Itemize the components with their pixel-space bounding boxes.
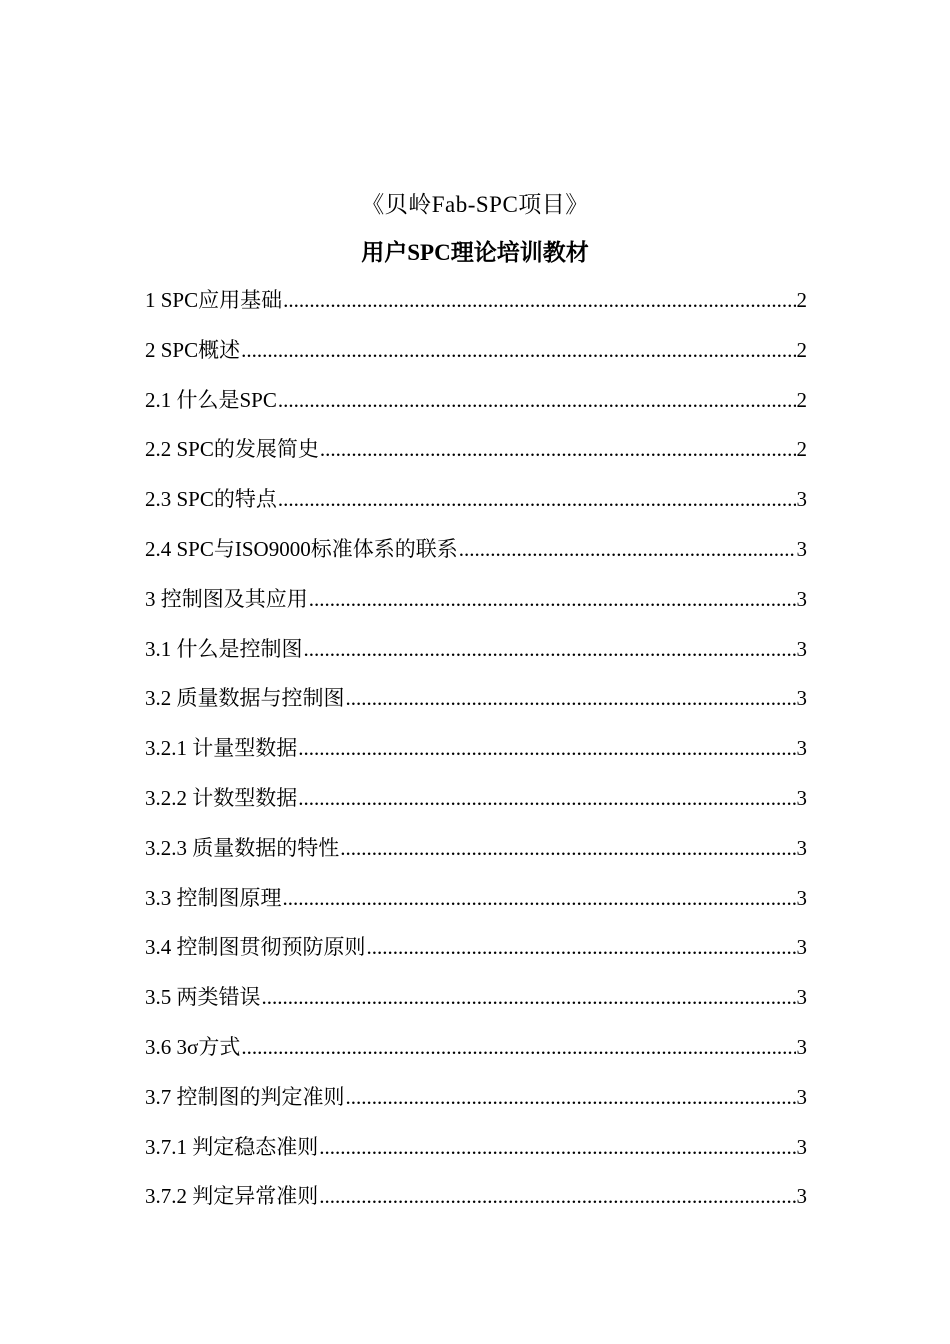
toc-leader-dots [459, 534, 796, 564]
toc-entry-page-number: 3 [796, 686, 807, 711]
toc-entry-label: 3 控制图及其应用 [145, 586, 308, 611]
toc-entry-page-number: 3 [796, 487, 807, 512]
toc-leader-dots [304, 634, 796, 664]
toc-entry[interactable] [145, 932, 807, 982]
toc-leader-dots [298, 783, 795, 813]
toc-leader-dots [283, 883, 796, 913]
document-title: 《贝岭Fab-SPC项目》 [361, 192, 589, 217]
toc-entry-label: 1 SPC应用基础 [145, 288, 283, 312]
toc-entry-label: 3.7.1 判定稳态准则 [145, 1134, 319, 1159]
toc-entry-page-number: 3 [796, 1134, 807, 1159]
toc-entry-page-number: 3 [796, 1084, 807, 1109]
toc-entry-page-number: 3 [796, 985, 807, 1010]
toc-entry-page-number: 3 [796, 736, 807, 761]
toc-entry-label: 3.3 控制图原理 [145, 885, 282, 910]
toc-entry-page-number: 3 [796, 636, 807, 661]
toc-entry-label: 3.7.2 判定异常准则 [145, 1184, 319, 1209]
toc-entry-label: 3.2 质量数据与控制图 [145, 686, 345, 711]
toc-entry[interactable] [145, 434, 807, 484]
toc-entry[interactable] [145, 1082, 807, 1132]
toc-entry[interactable] [145, 883, 807, 933]
toc-entry-page-number: 3 [796, 1184, 807, 1209]
toc-entry[interactable] [145, 285, 807, 335]
toc-leader-dots [262, 982, 796, 1012]
toc-entry-page-number: 3 [796, 586, 807, 611]
toc-leader-dots [346, 1082, 796, 1112]
toc-entry[interactable] [145, 733, 807, 783]
toc-leader-dots [278, 484, 796, 514]
toc-entry-page-number: 3 [796, 1034, 807, 1059]
toc-leader-dots [367, 932, 796, 962]
toc-leader-dots [319, 1132, 795, 1162]
toc-entry-page-number: 2 [796, 337, 807, 362]
toc-entry-page-number: 2 [796, 437, 807, 462]
toc-entry-page-number: 3 [796, 785, 807, 810]
toc-entry-label: 3.2.2 计数型数据 [145, 785, 298, 810]
toc-entry[interactable] [145, 1181, 807, 1231]
toc-leader-dots [320, 434, 796, 464]
toc-entry-label: 3.6 3σ方式 [145, 1034, 241, 1059]
table-of-contents [145, 285, 807, 1231]
toc-leader-dots [340, 833, 795, 863]
toc-entry-label: 3.2.3 质量数据的特性 [145, 835, 340, 860]
toc-entry[interactable] [145, 484, 807, 534]
toc-leader-dots [241, 335, 795, 365]
toc-entry[interactable] [145, 534, 807, 584]
toc-entry-label: 2.2 SPC的发展简史 [145, 437, 319, 462]
toc-entry-label: 2.3 SPC的特点 [145, 487, 277, 512]
toc-entry[interactable] [145, 683, 807, 733]
toc-entry-label: 3.1 什么是控制图 [145, 636, 303, 661]
toc-leader-dots [298, 733, 795, 763]
toc-entry-label: 2.1 什么是SPC [145, 387, 277, 412]
toc-entry-label: 3.5 两类错误 [145, 985, 261, 1010]
document-subtitle: 用户SPC理论培训教材 [361, 240, 589, 265]
toc-entry-page-number: 2 [796, 288, 807, 312]
toc-entry-label: 3.7 控制图的判定准则 [145, 1084, 345, 1109]
toc-entry[interactable] [145, 385, 807, 435]
toc-entry[interactable] [145, 783, 807, 833]
toc-entry-label: 2 SPC概述 [145, 337, 241, 362]
toc-entry-page-number: 3 [796, 835, 807, 860]
toc-leader-dots [309, 584, 796, 614]
toc-leader-dots [346, 683, 796, 713]
toc-leader-dots [319, 1181, 795, 1211]
toc-entry-page-number: 2 [796, 387, 807, 412]
toc-entry-page-number: 3 [796, 536, 807, 561]
toc-entry[interactable] [145, 634, 807, 684]
toc-entry[interactable] [145, 584, 807, 634]
toc-entry[interactable] [145, 982, 807, 1032]
toc-entry[interactable] [145, 335, 807, 385]
toc-entry[interactable] [145, 833, 807, 883]
toc-entry-label: 3.2.1 计量型数据 [145, 736, 298, 761]
toc-entry-label: 3.4 控制图贯彻预防原则 [145, 935, 366, 960]
toc-leader-dots [278, 385, 796, 415]
toc-leader-dots [283, 285, 795, 315]
toc-entry-page-number: 3 [796, 935, 807, 960]
toc-entry-page-number: 3 [796, 885, 807, 910]
toc-entry[interactable] [145, 1032, 807, 1082]
toc-entry[interactable] [145, 1132, 807, 1182]
toc-leader-dots [241, 1032, 795, 1062]
toc-entry-label: 2.4 SPC与ISO9000标准体系的联系 [145, 536, 458, 561]
